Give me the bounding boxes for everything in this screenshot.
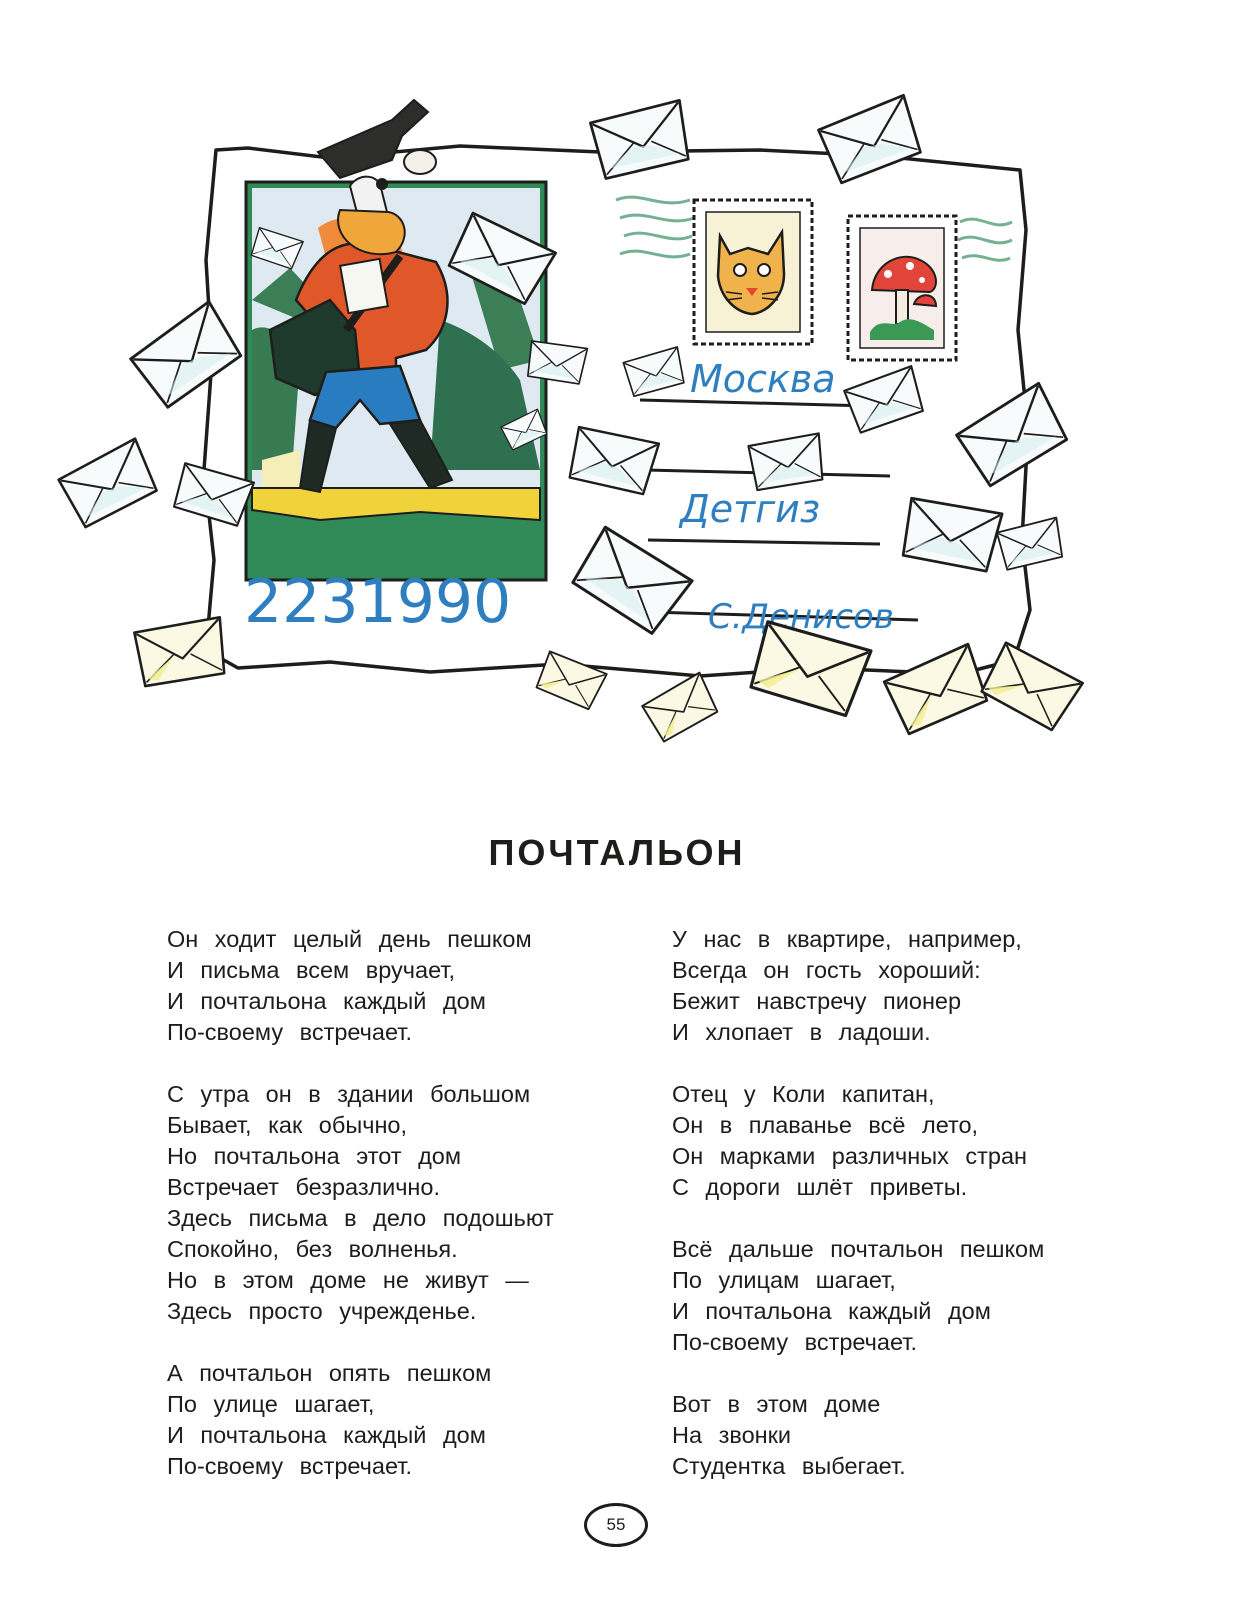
poem-line: Отец у Коли капитан, <box>672 1081 935 1107</box>
poem-line: Встречает безразлично. <box>167 1174 441 1200</box>
poem-line: Всегда он гость хороший: <box>672 957 981 983</box>
envelope-illustration <box>0 0 1234 800</box>
poem-line: Он в плаванье всё лето, <box>672 1112 979 1138</box>
poem-line: Он марками различных стран <box>672 1143 1028 1169</box>
stanza <box>672 1234 1092 1358</box>
stanza <box>167 1358 587 1482</box>
poem-title: ПОЧТАЛЬОН <box>488 832 746 873</box>
poem-line: Бывает, как обычно, <box>167 1112 408 1138</box>
poem-line: На звонки <box>672 1422 792 1448</box>
poem-column-right <box>672 924 1092 1513</box>
poem-line: И почтальона каждый дом <box>167 988 486 1014</box>
poem-line: Он ходит целый день пешком <box>167 926 532 952</box>
address-publisher: Детгиз <box>680 487 821 531</box>
stanza <box>672 1079 1092 1203</box>
poem-column-left <box>167 924 587 1513</box>
page-number-badge <box>584 1503 648 1547</box>
poem-line: Но в этом доме не живут — <box>167 1267 529 1293</box>
stanza <box>167 1079 587 1327</box>
poem-line: С дороги шлёт приветы. <box>672 1174 968 1200</box>
poem-line: По-своему встречает. <box>672 1329 917 1355</box>
poem-line: У нас в квартире, например, <box>672 926 1022 952</box>
poem-line: И почтальона каждый дом <box>167 1422 486 1448</box>
cat-stamp <box>694 200 812 344</box>
poem-line: Но почтальона этот дом <box>167 1143 462 1169</box>
poem-line: Здесь просто учрежденье. <box>167 1298 477 1324</box>
mushroom-stamp <box>848 216 956 360</box>
poem-line: По-своему встречает. <box>167 1019 412 1045</box>
poem-line: По-своему встречает. <box>167 1453 412 1479</box>
page-number: 55 <box>606 1515 626 1534</box>
poem-line: С утра он в здании большом <box>167 1081 531 1107</box>
poem-line: По улице шагает, <box>167 1391 375 1417</box>
postcode: 2231990 <box>244 567 512 637</box>
stanza <box>167 924 587 1048</box>
address-name: С.Денисов <box>708 597 894 637</box>
poem-line: И письма всем вручает, <box>167 957 456 983</box>
poem-line: По улицам шагает, <box>672 1267 896 1293</box>
poem-line: И почтальона каждый дом <box>672 1298 991 1324</box>
poem-line: И хлопает в ладоши. <box>672 1019 931 1045</box>
stanza <box>672 924 1092 1048</box>
poem-line: Спокойно, без волненья. <box>167 1236 458 1262</box>
poem-line: Вот в этом доме <box>672 1391 881 1417</box>
address-city: Москва <box>690 357 836 401</box>
poem-line: А почтальон опять пешком <box>167 1360 492 1386</box>
poem-line: Бежит навстречу пионер <box>672 988 962 1014</box>
poem-line: Всё дальше почтальон пешком <box>672 1236 1045 1262</box>
stanza <box>672 1389 1092 1482</box>
poem-line: Студентка выбегает. <box>672 1453 906 1479</box>
poem-line: Здесь письма в дело подошьют <box>167 1205 554 1231</box>
